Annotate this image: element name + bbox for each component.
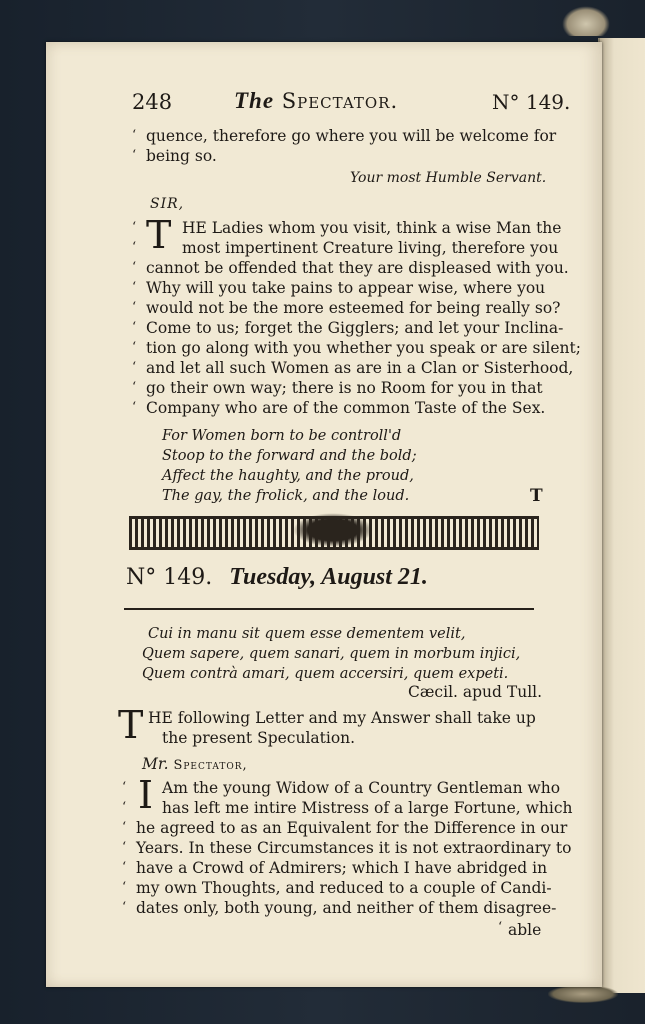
margin-quote-mark: ‘ xyxy=(132,340,137,355)
text-line: he agreed to as an Equivalent for the Difference in our xyxy=(136,819,568,837)
margin-quote-mark: ‘ xyxy=(132,260,137,275)
margin-quote-mark: ‘ xyxy=(132,280,137,295)
text-line: Company who are of the common Taste of the Sex. xyxy=(146,399,546,417)
margin-quote-mark: ‘ xyxy=(122,840,127,855)
text-line: has left me intire Mistress of a large Fortune, which xyxy=(162,799,573,817)
binding-thread-top xyxy=(562,6,610,36)
text-line: HE Ladies whom you visit, think a wise Man the xyxy=(182,219,562,237)
margin-quote-mark: ‘ xyxy=(122,780,127,795)
salutation-name: Spectator, xyxy=(173,758,248,773)
text-line: being so. xyxy=(146,147,217,165)
drop-cap: T xyxy=(146,213,172,257)
text-line: Come to us; forget the Gigglers; and let your Inclina- xyxy=(146,319,564,337)
epigraph-line: Quem contrà amari, quem accersiri, quem expeti. xyxy=(142,666,509,682)
margin-quote-mark: ‘ xyxy=(132,400,137,415)
text-line: would not be the more esteemed for being really so? xyxy=(146,299,561,317)
text-line: tion go along with you whether you speak or are silent; xyxy=(146,339,581,357)
verse-line: For Women born to be controll'd xyxy=(162,428,402,444)
catchword: T xyxy=(530,486,543,506)
margin-quote-mark: ‘ xyxy=(132,220,137,235)
verse-line: Affect the haughty, and the proud, xyxy=(162,468,414,484)
issue-date: Tuesday, August 21. xyxy=(229,564,428,590)
salutation-mr: Mr. xyxy=(142,755,169,773)
text-line: Why will you take pains to appear wise, where you xyxy=(146,279,546,297)
text-line: the present Speculation. xyxy=(162,729,356,747)
margin-quote-mark: ‘ xyxy=(132,320,137,335)
book-page xyxy=(46,42,602,987)
margin-quote-mark: ‘ xyxy=(122,820,127,835)
margin-quote-mark: ‘ xyxy=(122,880,127,895)
text-line: most impertinent Creature living, therefore you xyxy=(182,239,559,257)
margin-quote-mark: ‘ xyxy=(122,860,127,875)
epigraph-line: Cui in manu sit quem esse dementem velit, xyxy=(148,626,466,642)
text-line: have a Crowd of Admirers; which I have abridged in xyxy=(136,859,548,877)
text-line: cannot be offended that they are displeased with you. xyxy=(146,259,569,277)
issue-heading xyxy=(126,564,428,591)
text-line: Am the young Widow of a Country Gentleman who xyxy=(162,779,561,797)
margin-quote-mark: ‘ xyxy=(498,920,503,935)
issue-number: N° 149. xyxy=(126,565,213,590)
facing-page-edge xyxy=(598,38,645,993)
text-line: my own Thoughts, and reduced to a couple of Candi- xyxy=(136,879,552,897)
text-line: and let all such Women as are in a Clan or Sisterhood, xyxy=(146,359,574,377)
margin-quote-mark: ‘ xyxy=(132,380,137,395)
text-line: Years. In these Circumstances it is not extraordinary to xyxy=(136,839,572,857)
drop-cap: T xyxy=(118,703,144,747)
ornament-center-crown xyxy=(293,513,373,547)
catchword: able xyxy=(508,921,542,939)
verse-line: Stoop to the forward and the bold; xyxy=(162,448,417,464)
header-issue-number: N° 149. xyxy=(492,90,571,114)
text-line: dates only, both young, and neither of them disagree- xyxy=(136,899,557,917)
epigraph-line: Quem sapere, quem sanari, quem in morbum injici, xyxy=(142,646,521,662)
text-line: HE following Letter and my Answer shall take up xyxy=(148,709,536,727)
salutation xyxy=(142,754,248,776)
verse-line: The gay, the frolick, and the loud. xyxy=(162,488,410,504)
running-title xyxy=(234,88,398,114)
signoff: Your most Humble Servant. xyxy=(350,170,547,186)
margin-quote-mark: ‘ xyxy=(132,360,137,375)
drop-cap: I xyxy=(138,773,154,817)
text-line: quence, therefore go where you will be welcome for xyxy=(146,127,557,145)
margin-quote-mark: ‘ xyxy=(122,800,127,815)
text-line: go their own way; there is no Room for you in that xyxy=(146,379,543,397)
salutation: SIR, xyxy=(150,196,185,212)
running-title-the: The xyxy=(234,88,275,113)
running-title-name: Spectator. xyxy=(281,89,399,113)
margin-quote-mark: ‘ xyxy=(132,240,137,255)
binding-thread-bottom xyxy=(548,985,618,1003)
margin-quote-mark: ‘ xyxy=(132,128,137,143)
page-number: 248 xyxy=(132,90,173,114)
margin-quote-mark: ‘ xyxy=(122,900,127,915)
heading-rule xyxy=(124,608,534,610)
margin-quote-mark: ‘ xyxy=(132,148,137,163)
margin-quote-mark: ‘ xyxy=(132,300,137,315)
epigraph-attribution: Cæcil. apud Tull. xyxy=(408,683,543,701)
